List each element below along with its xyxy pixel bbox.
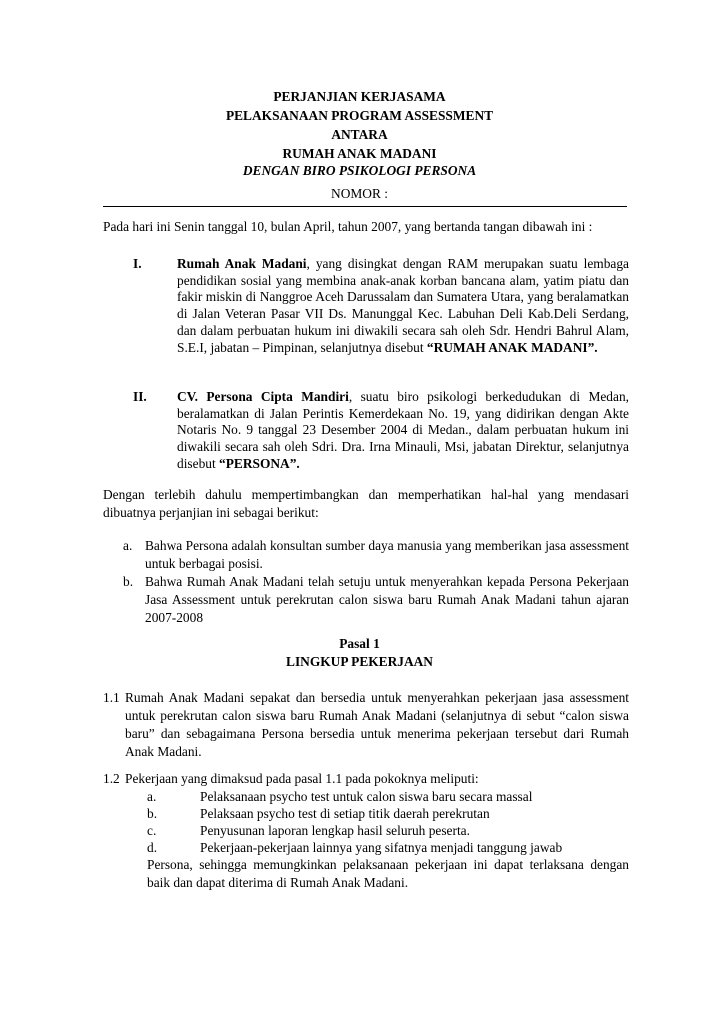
intro-paragraph: Pada hari ini Senin tanggal 10, bulan April, tahun 2007, yang bertanda tangan dibawah ini :	[103, 219, 593, 234]
list-item	[123, 573, 629, 627]
clause-1-1	[103, 689, 629, 761]
party-i-numeral: I.	[133, 256, 142, 271]
considering-paragraph: Dengan terlebih dahulu mempertimbangkan dan memperhatikan hal-hal yang mendasari dibuatnya perjanjian ini sebagai berikut:	[103, 487, 629, 520]
recital-b-marker: b.	[123, 574, 134, 589]
party-ii-alias: “PERSONA”.	[219, 455, 300, 471]
clause-1-1-number: 1.1	[103, 690, 120, 705]
item-c-text: Penyusunan laporan lengkap hasil seluruh peserta.	[200, 823, 470, 838]
recitals-list	[123, 537, 629, 627]
party-one-heading: RUMAH ANAK MADANI	[282, 146, 437, 161]
list-item	[103, 805, 629, 822]
doc-subtitle: PELAKSANAAN PROGRAM ASSESSMENT	[225, 108, 494, 123]
item-a-text: Pelaksanaan psycho test untuk calon siswa baru secara massal	[200, 789, 533, 804]
doc-title: PERJANJIAN KERJASAMA	[273, 89, 446, 104]
party-i-alias: “RUMAH ANAK MADANI”.	[426, 339, 598, 355]
item-a-marker: a.	[147, 789, 157, 804]
party-ii-numeral: II.	[133, 389, 147, 404]
clause-1-2-text: Pekerjaan yang dimaksud pada pasal 1.1 pada pokoknya meliputi:	[125, 771, 479, 786]
clause-1-2-number: 1.2	[103, 771, 120, 786]
pasal-title: Pasal 1	[339, 636, 380, 651]
clause-1-1-text: Rumah Anak Madani sepakat dan bersedia untuk menyerahkan pekerjaan jasa assessment untuk perekrutan calon siswa baru Rumah Anak Madani (selanjutnya di sebut “calon siswa baru” dan sebagaimana Persona bersedia untuk menerima pekerjaan tersebut dari Rumah Anak Madani.	[125, 690, 629, 759]
list-item	[103, 839, 629, 856]
item-d-text: Pekerjaan-pekerjaan lainnya yang sifatnya menjadi tanggung jawab	[200, 840, 563, 855]
party-two-heading: DENGAN BIRO PSIKOLOGI PERSONA	[242, 163, 477, 178]
doc-antara: ANTARA	[331, 127, 388, 142]
party-ii-text	[177, 389, 629, 473]
party-i-text	[177, 256, 629, 356]
clause-1-2	[103, 770, 629, 892]
recital-a-text: Bahwa Persona adalah konsultan sumber daya manusia yang memberikan jasa assessment untuk berbagai posisi.	[145, 538, 629, 571]
list-item	[123, 537, 629, 573]
clause-1-2-continuation: Persona, sehingga memungkinkan pelaksanaan pekerjaan ini dapat terlaksana dengan baik dan dapat diterima di Rumah Anak Madani.	[147, 857, 629, 890]
item-b-text: Pelaksaan psycho test di setiap titik daerah perekrutan	[200, 806, 490, 821]
party-ii-name: CV. Persona Cipta Mandiri	[177, 389, 349, 404]
recital-b-text: Bahwa Rumah Anak Madani telah setuju untuk menyerahkan kepada Persona Pekerjaan Jasa Assessment untuk perekrutan calon siswa baru Rumah Anak Madani tahun ajaran 2007-2008	[145, 574, 629, 625]
list-item	[103, 788, 629, 805]
party-i-name: Rumah Anak Madani	[177, 256, 307, 271]
item-b-marker: b.	[147, 806, 158, 821]
doc-number: NOMOR :	[331, 186, 388, 201]
pasal-subtitle: LINGKUP PEKERJAAN	[286, 654, 433, 669]
item-d-marker: d.	[147, 840, 158, 855]
list-item	[103, 822, 629, 839]
party-i-description: , yang disingkat dengan RAM merupakan suatu lembaga pendidikan sosial yang membina anak-anak korban bancana alam, yatim piatu dan fakir miskin di Nanggroe Aceh Darussalam dan Sumatera Utara, yang beralamatkan di Jalan Veteran Pasar VII Ds. Manunggal Kec. Labuhan Deli Kab.Deli Serdang, dan dalam perbuatan hukum ini diwakili secara sah oleh Sdr. Hendri Bahrul Alam, S.E.I, jabatan – Pimpinan, selanjutnya disebut	[177, 256, 629, 355]
party-ii-description: , suatu biro psikologi berkedudukan di Medan, beralamatkan di Jalan Perintis Kemerdekaan No. 19, yang didirikan dengan Akte Notaris No. 9 tanggal 23 Desember 2004 di Medan., dalam perbuatan hukum ini diwakili secara sah oleh Sdri. Dra. Irna Minauli, Msi, jabatan Direktur, selanjutnya disebut	[177, 389, 629, 471]
recital-a-marker: a.	[123, 538, 133, 553]
header-divider	[103, 206, 627, 207]
item-c-marker: c.	[147, 823, 157, 838]
